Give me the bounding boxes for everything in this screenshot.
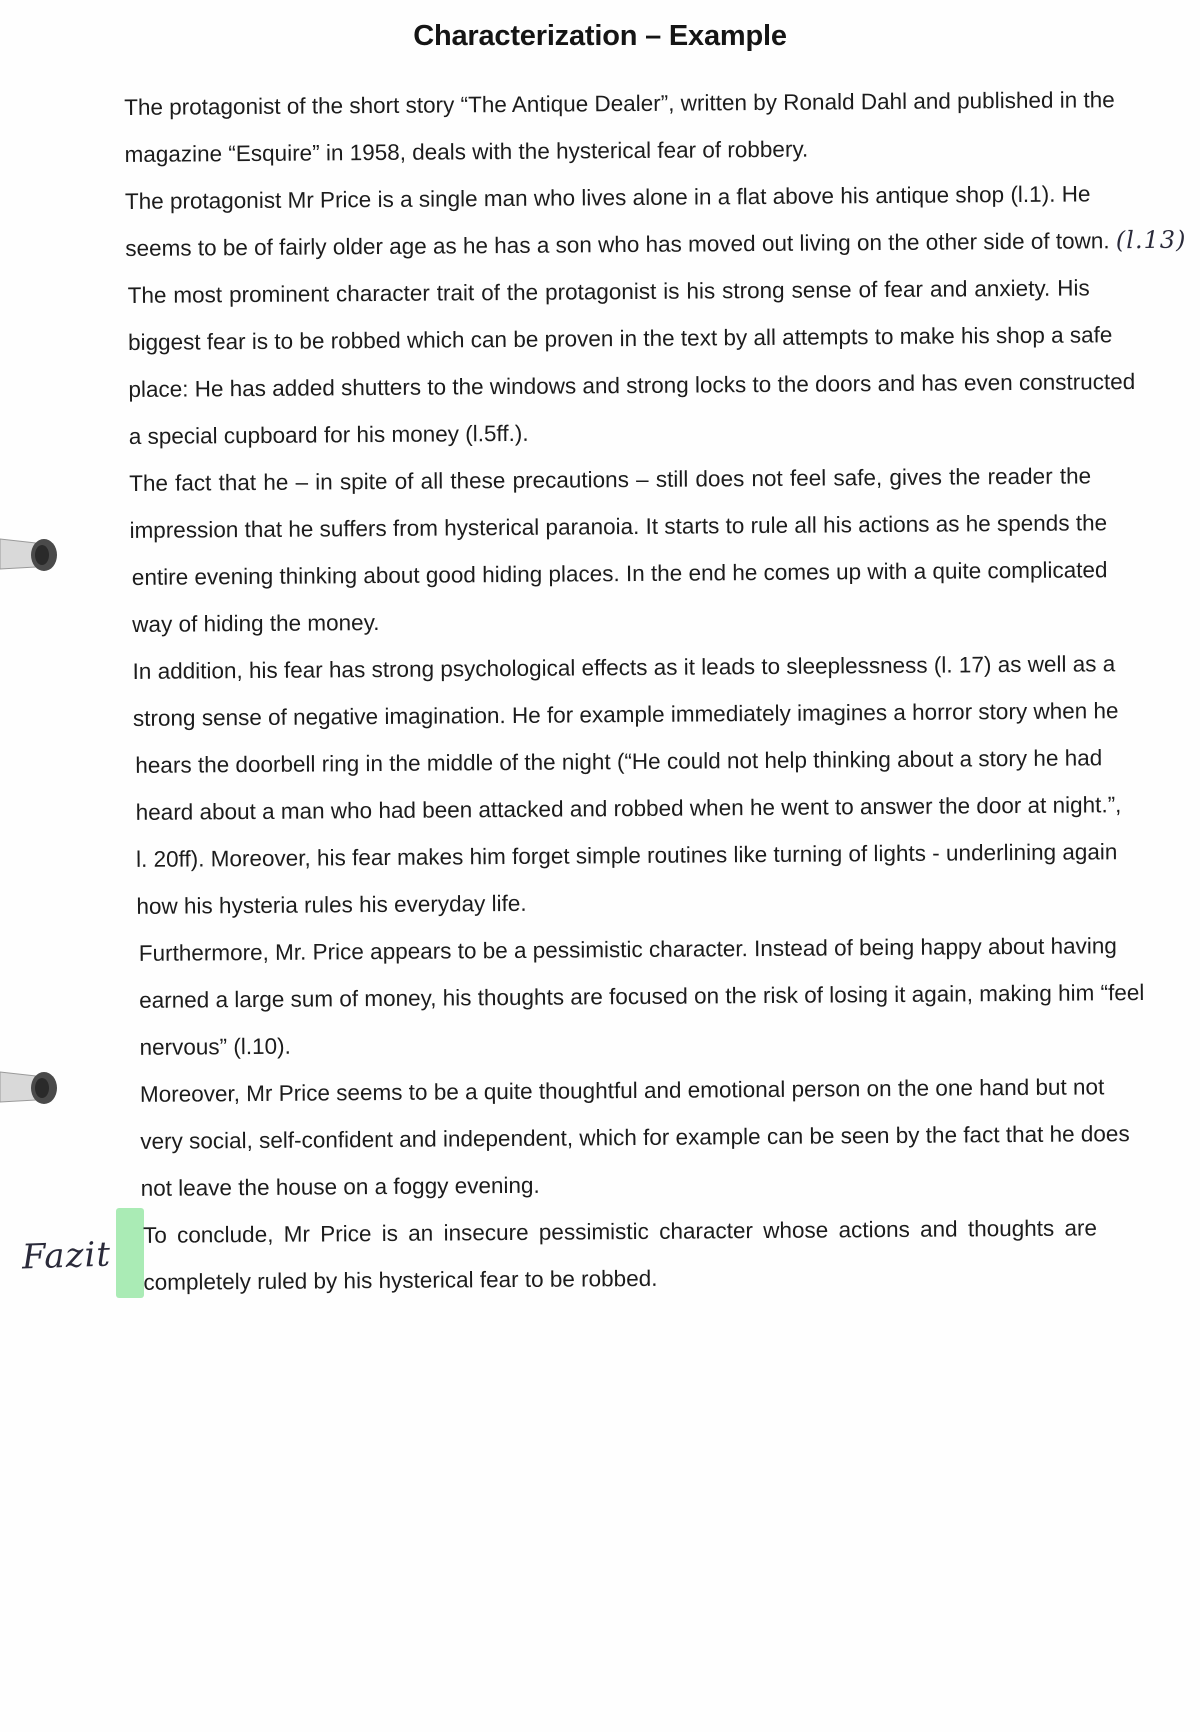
document-title: Characterization – Example [413, 20, 787, 52]
text-line [125, 217, 1187, 272]
margin-note: Fazit [21, 1234, 112, 1278]
text-line: hears the doorbell ring in the middle of the night (“He could not help thinking about a story he had [135, 745, 1103, 778]
text-line: very social, self-confident and independent, which for example can be seen by the fact that he does [140, 1121, 1130, 1154]
binder-clip-icon [0, 525, 64, 581]
text-line: l. 20ff). Moreover, his fear makes him forget simple routines like turning of lights - underlining again [135, 839, 1118, 872]
text-line: Furthermore, Mr. Price appears to be a pessimistic character. Instead of being happy about having [138, 933, 1117, 966]
text-line: impression that he suffers from hysterical paranoia. It starts to rule all his actions as he spends the [129, 510, 1108, 543]
text-line: heard about a man who had been attacked and robbed when he went to answer the door at night.”, [135, 792, 1122, 825]
document-body [124, 76, 1187, 1306]
handwritten-reference: (l.13) [1115, 225, 1187, 255]
text-line: how his hysteria rules his everyday life. [136, 890, 527, 919]
text-line: The protagonist of the short story “The Antique Dealer”, written by Ronald Dahl and published in the [124, 87, 1115, 120]
text-line: strong sense of negative imagination. He for example immediately imagines a horror story when he [132, 698, 1119, 731]
text-line: To conclude, Mr Price is an insecure pessimistic character whose actions and thoughts are [142, 1215, 1098, 1248]
text-line: entire evening thinking about good hiding places. In the end he comes up with a quite complicated [131, 557, 1108, 590]
text-line-content: seems to be of fairly older age as he has a son who has moved out living on the other side of town. [125, 228, 1110, 261]
text-line: The fact that he – in spite of all these precautions – still does not feel safe, gives the reader the [129, 463, 1092, 496]
text-line: way of hiding the money. [132, 610, 380, 637]
text-line: magazine “Esquire” in 1958, deals with the hysterical fear of robbery. [124, 136, 809, 167]
text-line: earned a large sum of money, his thoughts are focused on the risk of losing it again, making him “feel [139, 980, 1145, 1013]
text-line: not leave the house on a foggy evening. [140, 1172, 540, 1201]
text-line: place: He has added shutters to the windows and strong locks to the doors and has even constructed [128, 369, 1136, 402]
text-line: completely ruled by his hysterical fear to be robbed. [143, 1265, 658, 1295]
text-line: The protagonist Mr Price is a single man who lives alone in a flat above his antique shop (l.1). He [124, 181, 1091, 214]
text-line: biggest fear is to be robbed which can be proven in the text by all attempts to make his shop a safe [127, 322, 1113, 355]
binder-clip-icon [0, 1058, 64, 1114]
text-line: In addition, his fear has strong psychological effects as it leads to sleeplessness (l. 17) as well as a [132, 651, 1116, 684]
text-line: The most prominent character trait of the protagonist is his strong sense of fear and anxiety. His [127, 275, 1090, 308]
text-line: Moreover, Mr Price seems to be a quite thoughtful and emotional person on the one hand but not [139, 1074, 1105, 1107]
text-line: a special cupboard for his money (l.5ff.). [128, 420, 529, 449]
text-line: nervous” (l.10). [139, 1033, 291, 1060]
